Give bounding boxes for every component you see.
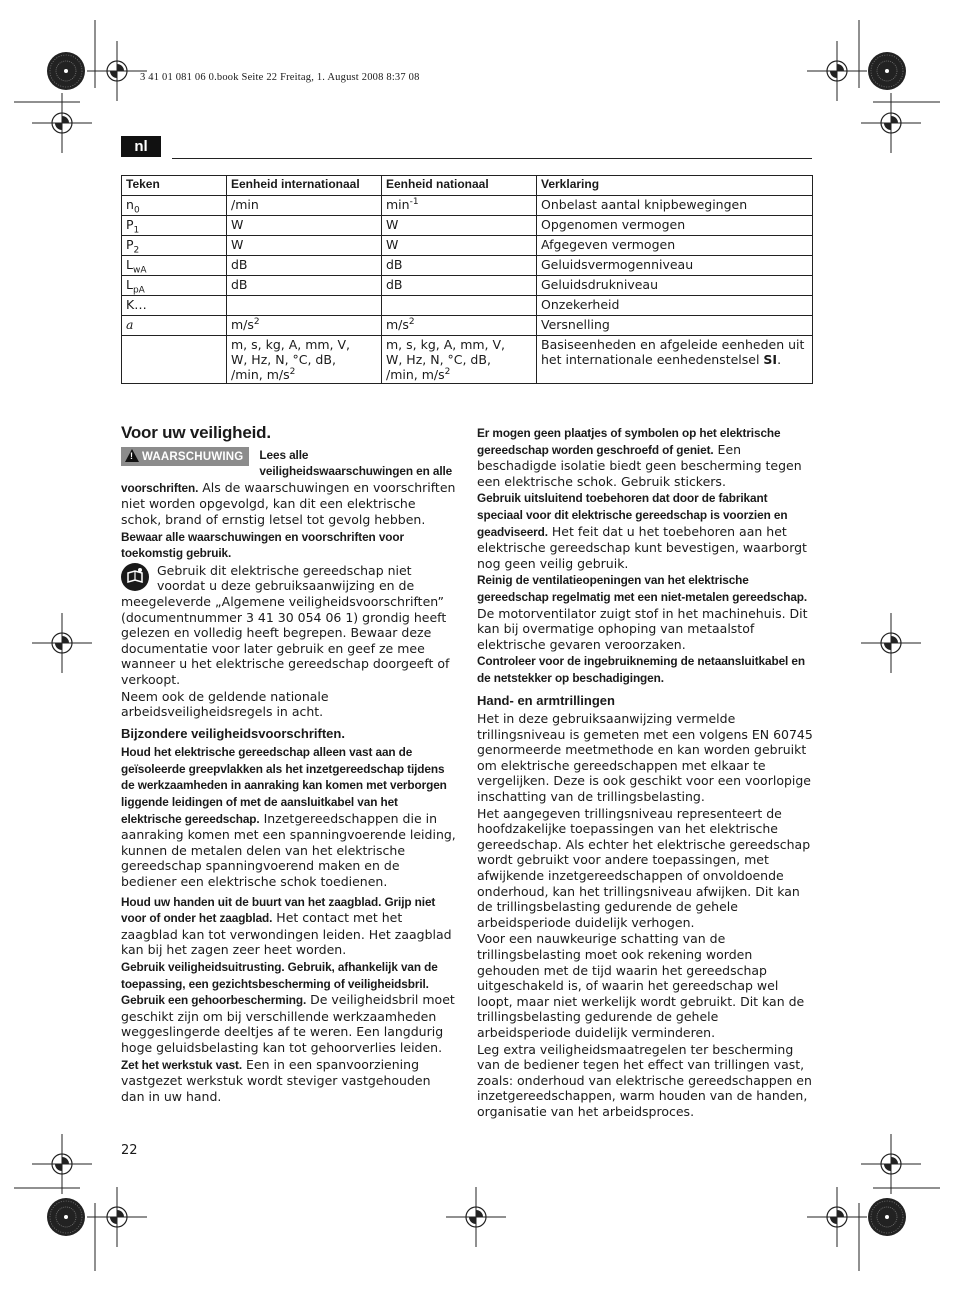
- intl-unit-cell: /min: [227, 196, 382, 216]
- vibration-paragraph: Het aangegeven trillingsniveau representeert de hoofdzakelijke toepassingen van het elektrische gereedschap. Als echter het elektrische gereedschap wordt gebruikt voor andere toepassingen, met afwijkende inzetgereedschappen of onvoldoende onderhoud, kan het trillingsniveau afwijken. Dit kan de trillingsbelasting gedurende de gehele arbeidsperiode duidelijk verhogen.: [477, 805, 811, 930]
- description-cell: Versnelling: [537, 316, 813, 336]
- nat-unit-cell: dB: [382, 276, 537, 296]
- intl-unit-cell: W: [227, 236, 382, 256]
- safety-paragraph: Houd het elektrische gereedschap alleen vast aan de geïsoleerde greepvlakken als het inzetgereedschap tijdens de werkzaamheden in aanraking kan komen met verborgen liggende leidingen of met de aansluitkabel van het elektrische gereedschap. Inzetgereedschappen die in aanraking komen met een spanningvoerende leiding, kunnen de metalen delen van het elektrische gereedschap spanningvoerend maken en de bediener een elektrische schok toedienen.: [121, 745, 456, 890]
- nat-unit-cell: $m/s^2$: [382, 316, 537, 336]
- safety-paragraph: Zet het werkstuk vast. Een in een spanvoorziening vastgezet werkstuk wordt steviger vastgehouden dan in uw hand.: [121, 1056, 431, 1104]
- manual-paragraph: Gebruik dit elektrische gereedschap niet voordat u deze gebruiksaanwijzing en de meegeleverde „Algemene veiligheidsvoorschriften” (documentnummer 3 41 30 054 06 1) grondig heeft gelezen en volledig heeft begrepen. Bewaar deze documentatie voor later gebruik en geef ze mee wanneer u het elektrische gereedschap doorgeeft of verkoopt.: [121, 562, 450, 687]
- warning-text: Als de waarschuwingen en voorschriften niet worden opgevolgd, kan dit een elektrische schok, brand of ernstig letsel tot gevolg hebben.: [121, 479, 456, 527]
- book-header-line: 3 41 01 081 06 0.book Seite 22 Freitag, 1. August 2008 8:37 08: [140, 72, 420, 83]
- safety-paragraph: Reinig de ventilatieopeningen van het elektrische gereedschap regelmatig met een niet-metalen gereedschap. De motorventilator zuigt stof in het machinehuis. Dit kan bij overmatige ophoping van metaalstof elektrische gevaren veroorzaken.: [477, 573, 808, 652]
- warning-triangle-icon: !: [125, 449, 139, 462]
- table-row: [122, 256, 813, 276]
- description-cell: Opgenomen vermogen: [537, 216, 813, 236]
- col-header: Verklaring: [537, 176, 813, 196]
- subsection-title: Hand- en armtrillingen: [477, 692, 615, 708]
- warning-badge: [121, 447, 249, 466]
- intl-unit-cell: dB: [227, 276, 382, 296]
- table-row: [122, 276, 813, 296]
- nat-unit-cell: [382, 296, 537, 316]
- table-row: [122, 196, 813, 216]
- symbol-cell: $n_0$: [122, 196, 227, 216]
- intl-unit-cell: dB: [227, 256, 382, 276]
- language-badge: nl: [121, 136, 161, 157]
- intl-unit-cell: $m/s^2$: [227, 316, 382, 336]
- read-manual-icon: [121, 563, 149, 591]
- description-cell: Basiseenheden en afgeleide eenheden uit het internationale eenhedenstelsel SI.: [537, 336, 813, 384]
- vibration-paragraph: Voor een nauwkeurige schatting van de trillingsbelasting moet ook rekening worden gehouden met de tijd waarin het gereedschap uitgeschakeld is, of waarin het gereedschap wel loopt, maar niet werkelijk wordt gebruikt. Dit kan de trillingsbelasting gedurende de gehele arbeidsperiode duidelijk verminderen.: [477, 931, 805, 1040]
- safety-paragraph: Controleer voor de ingebruikneming de netaansluitkabel en de netstekker op beschadigingen.: [477, 654, 805, 685]
- right-column: [477, 425, 813, 1121]
- table-row: [122, 296, 813, 316]
- table-row: [122, 216, 813, 236]
- page-number: 22: [121, 1143, 138, 1158]
- table-row: [122, 316, 813, 336]
- safety-paragraph: Houd uw handen uit de buurt van het zaagblad. Grijp niet voor of onder het zaagblad. Het contact met het zaagblad kan tot verwondingen leiden. Het zaagblad kan bij het zagen zeer heet worden.: [121, 894, 452, 958]
- table-row: [122, 336, 813, 384]
- description-cell: Geluidsvermogenniveau: [537, 256, 813, 276]
- nat-unit-cell: W: [382, 216, 537, 236]
- intl-unit-cell: W: [227, 216, 382, 236]
- vibration-paragraph: Het in deze gebruiksaanwijzing vermelde trillingsniveau is gemeten met een volgens EN 60745 genormeerde meetmethode en kan worden gebruikt om elektrische gereedschappen met elkaar te vergelijken. Deze is ook geschikt voor een voorlopige inschatting van de trillingsbelasting.: [477, 711, 813, 805]
- nat-unit-cell: dB: [382, 256, 537, 276]
- nat-unit-cell: $\min^{-1}$: [382, 196, 537, 216]
- warning-label: WAARSCHUWING: [142, 450, 244, 463]
- symbol-cell: $P_2$: [122, 236, 227, 256]
- col-header: Teken: [122, 176, 227, 196]
- intl-unit-cell: [227, 296, 382, 316]
- table-row: [122, 236, 813, 256]
- safety-paragraph: Er mogen geen plaatjes of symbolen op het elektrische gereedschap worden geschroefd of geniet. Een beschadigde isolatie biedt geen bescherming tegen een elektrische schok. Gebruik stickers.: [477, 426, 802, 489]
- section-title: Voor uw veiligheid.: [121, 423, 271, 442]
- header-rule: [172, 158, 812, 159]
- national-rules: Neem ook de geldende nationale arbeidsveiligheidsregels in acht.: [121, 688, 329, 720]
- col-header: Eenheid nationaal: [382, 176, 537, 196]
- warning-paragraph: [121, 447, 457, 528]
- table-header-row: [122, 176, 813, 196]
- safety-paragraph: Gebruik uitsluitend toebehoren dat door de fabrikant speciaal voor dit elektrische gereedschap is voorzien en geadviseerd. Het feit dat u het toebehoren aan het elektrische gereedschap kunt bevestigen, waarborgt nog geen veilig gebruik.: [477, 491, 807, 571]
- vibration-paragraph: Leg extra veiligheidsmaatregelen ter bescherming van de bediener tegen het effect van trillingen vast, zoals: onderhoud van elektrische gereedschappen en inzetgereedschappen, warm houden van de handen, organisatie van het arbeidsproces.: [477, 1041, 812, 1119]
- symbol-cell: [122, 336, 227, 384]
- keep-instructions: Bewaar alle waarschuwingen en voorschriften voor toekomstig gebruik.: [121, 529, 405, 561]
- subsection-title: Bijzondere veiligheidsvoorschriften.: [121, 725, 345, 741]
- nat-unit-cell: W: [382, 236, 537, 256]
- description-cell: Onbelast aantal knipbewegingen: [537, 196, 813, 216]
- units-table: [121, 175, 813, 384]
- description-cell: Onzekerheid: [537, 296, 813, 316]
- symbol-cell: $L_{wA}$: [122, 256, 227, 276]
- left-column: [121, 425, 457, 1105]
- intl-unit-cell: m, s, kg, A, mm, V, W, Hz, N, °C, dB, /min, $m/s^2$: [227, 336, 382, 384]
- safety-paragraph: Gebruik veiligheidsuitrusting. Gebruik, afhankelijk van de toepassing, een gezichtsbescherming of veiligheidsbril. Gebruik een gehoorbescherming. De veiligheidsbril moet geschikt zijn om bij verschillende werkzaamheden weggeslingerde deeltjes af te weren. Een langdurig hoge geluidsbelasting kan tot gehoorverlies leiden.: [121, 960, 455, 1055]
- symbol-cell: $L_{pA}$: [122, 276, 227, 296]
- warning-bold: Lees alle veiligheidswaarschuwingen en alle voorschriften.: [121, 447, 453, 495]
- nat-unit-cell: m, s, kg, A, mm, V, W, Hz, N, °C, dB, /min, $m/s^2$: [382, 336, 537, 384]
- description-cell: Geluidsdrukniveau: [537, 276, 813, 296]
- symbol-cell: a: [122, 316, 227, 336]
- symbol-cell: $P_1$: [122, 216, 227, 236]
- symbol-cell: K…: [122, 296, 227, 316]
- description-cell: Afgegeven vermogen: [537, 236, 813, 256]
- col-header: Eenheid internationaal: [227, 176, 382, 196]
